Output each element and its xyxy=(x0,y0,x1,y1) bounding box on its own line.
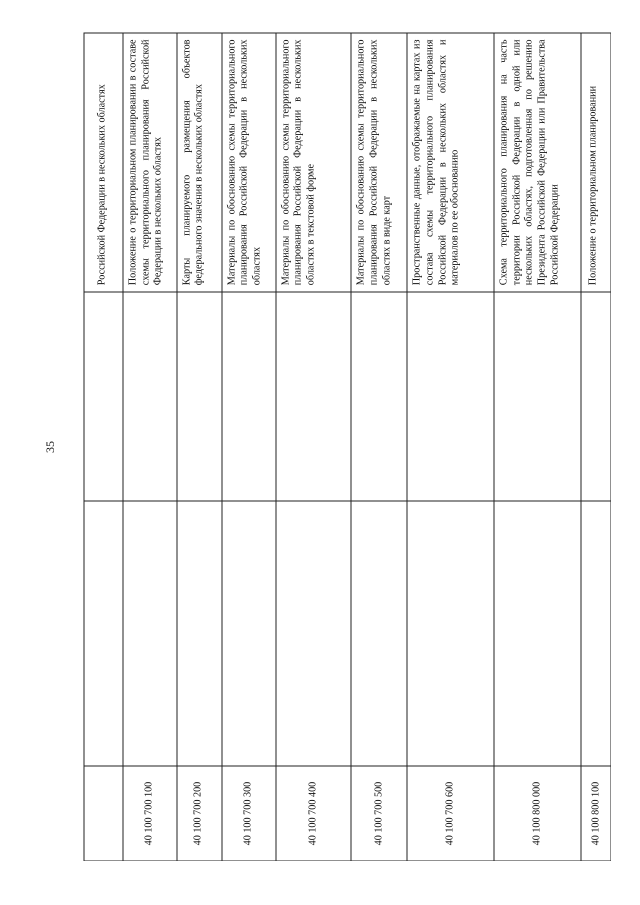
code-cell: 40 100 800 100 xyxy=(581,765,610,860)
code-cell: 40 100 700 100 xyxy=(123,765,176,860)
table-row xyxy=(407,32,494,860)
description-cell: Материалы по обоснованию схемы территориального планирования Российской Федерации в нескольких областях в текстовой форме xyxy=(276,32,351,291)
table-row xyxy=(222,32,276,860)
table-row xyxy=(351,32,407,860)
description-cell: Материалы по обоснованию схемы территориального планирования Российской Федерации в нескольких областях xyxy=(222,32,275,291)
blank-cell xyxy=(84,500,122,765)
description-cell: Карты планируемого размещения объектов федерального значения в нескольких областях xyxy=(177,32,221,291)
name-cell xyxy=(222,291,275,501)
name-cell xyxy=(351,291,406,501)
description-cell: Схема территориального планирования на часть территории Российской Федерации в одной или нескольких областях, подготовленная по решению Президента Российской Федерации или Правительства Российской Федерации xyxy=(494,32,580,291)
code-cell: 40 100 700 300 xyxy=(222,765,275,860)
blank-cell xyxy=(351,500,406,765)
name-cell xyxy=(276,291,351,501)
code-cell: 40 100 700 500 xyxy=(351,765,406,860)
code-cell: 40 100 700 200 xyxy=(177,765,221,860)
description-cell: Российской Федерации в нескольких областях xyxy=(84,32,122,291)
description-cell: Положение о территориальном планировании в составе схемы территориального планирования Российской Федерации в нескольких областях xyxy=(123,32,176,291)
blank-cell xyxy=(276,500,351,765)
name-cell xyxy=(84,291,122,501)
blank-cell xyxy=(177,500,221,765)
name-cell xyxy=(123,291,176,501)
name-cell xyxy=(494,291,580,501)
table-row xyxy=(276,32,352,860)
name-cell xyxy=(581,291,610,501)
name-cell xyxy=(407,291,493,501)
description-cell: Пространственные данные, отображаемые на картах из состава схемы территориального планирования Российской Федерации в нескольких областях и материалов по ее обоснованию xyxy=(407,32,493,291)
description-cell: Положение о территориальном планировании xyxy=(581,32,610,291)
table-row xyxy=(123,32,177,860)
classifier-table xyxy=(83,32,611,861)
blank-cell xyxy=(494,500,580,765)
table-row xyxy=(177,32,222,860)
blank-cell xyxy=(123,500,176,765)
table-row xyxy=(494,32,581,860)
table-row xyxy=(84,32,123,860)
code-cell xyxy=(84,765,122,860)
page-number: 35 xyxy=(43,441,57,453)
code-cell: 40 100 800 000 xyxy=(494,765,580,860)
code-cell: 40 100 700 400 xyxy=(276,765,351,860)
code-cell: 40 100 700 600 xyxy=(407,765,493,860)
blank-cell xyxy=(581,500,610,765)
blank-cell xyxy=(222,500,275,765)
table-row xyxy=(581,32,611,860)
table-wrapper xyxy=(83,32,611,861)
blank-cell xyxy=(407,500,493,765)
name-cell xyxy=(177,291,221,501)
description-cell: Материалы по обоснованию схемы территориального планирования Российской Федерации в нескольких областях в виде карт xyxy=(351,32,406,291)
